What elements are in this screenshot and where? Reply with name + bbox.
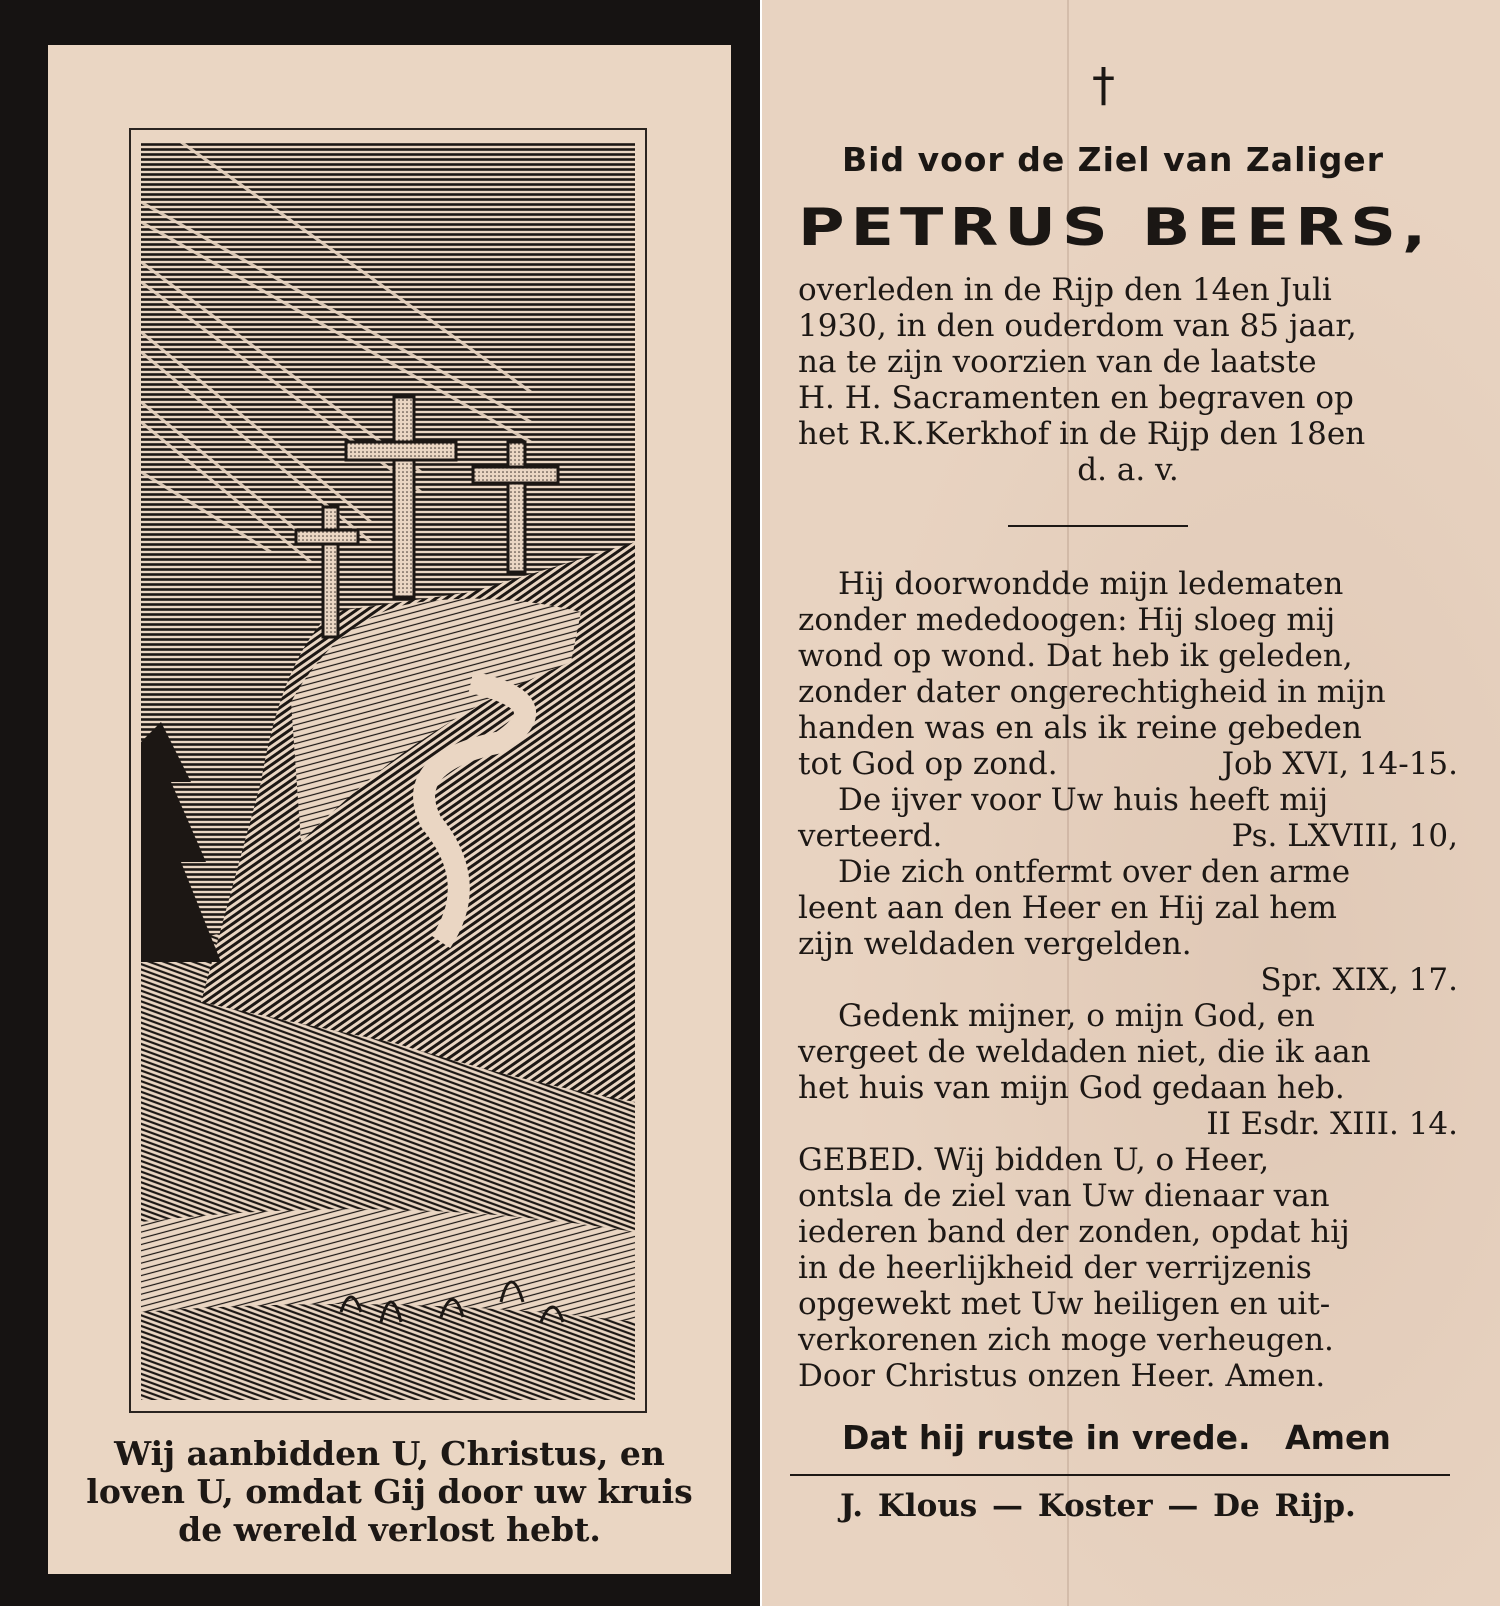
deceased-name: PETRUS BEERS, (798, 198, 1433, 258)
verse-line: zijn weldaden vergelden. (798, 926, 1192, 962)
obituary-line: het R.K.Kerkhof in de Rijp den 18en (798, 416, 1366, 452)
obituary-text (798, 272, 1458, 488)
verse-line: wond op wond. Dat heb ik geleden, (798, 638, 1353, 674)
verse-line: leent aan den Heer en Hij zal hem (798, 890, 1337, 926)
front-caption (48, 1435, 731, 1549)
illustration-frame (129, 128, 647, 1413)
prayer-line: opgewekt met Uw heiligen en uit- (798, 1286, 1331, 1322)
verse-reference: Spr. XIX, 17. (1260, 962, 1458, 998)
verse-reference: Ps. LXVIII, 10, (1231, 818, 1458, 854)
obituary-line: na te zijn voorzien van de laatste (798, 344, 1317, 380)
prayer-line: Door Christus onzen Heer. Amen. (798, 1358, 1326, 1394)
verse-line: zonder mededoogen: Hij sloeg mij (798, 602, 1336, 638)
prayer-line: iederen band der zonden, opdat hij (798, 1214, 1350, 1250)
verse-text: tot God op zond. (798, 746, 1058, 782)
verse-line: Hij doorwondde mijn ledematen (838, 566, 1344, 602)
verses-text (798, 566, 1458, 1394)
obituary-line: d. a. v. (1077, 452, 1179, 488)
caption-line: de wereld verlost hebt. (178, 1510, 601, 1549)
verse-line: zonder dater ongerechtigheid in mijn (798, 674, 1386, 710)
prayer-heading: Bid voor de Ziel van Zaliger (842, 140, 1384, 179)
verse-reference: II Esdr. XIII. 14. (1206, 1106, 1458, 1142)
prayer-line: verkorenen zich moge verheugen. (798, 1322, 1334, 1358)
calvary-illustration (141, 142, 635, 1400)
prayer-line: ontsla de ziel van Uw dienaar van (798, 1178, 1330, 1214)
caption-line: loven U, omdat Gij door uw kruis (86, 1472, 693, 1511)
verse-text: verteerd. (798, 818, 943, 854)
verse-reference: Job XVI, 14-15. (1221, 746, 1458, 782)
memorial-card-back (762, 0, 1500, 1606)
cross-icon: † (1092, 58, 1115, 112)
verse-line: het huis van mijn God gedaan heb. (798, 1070, 1345, 1106)
prayer-line: GEBED. Wij bidden U, o Heer, (798, 1142, 1270, 1178)
card-front-paper (48, 45, 731, 1574)
verse-line: vergeet de weldaden niet, die ik aan (798, 1034, 1371, 1070)
verse-line: Gedenk mijner, o mijn God, en (838, 998, 1315, 1034)
caption-line: Wij aanbidden U, Christus, en (114, 1434, 665, 1473)
section-divider (1008, 525, 1188, 527)
verse-line-with-ref (798, 818, 1458, 854)
obituary-line: 1930, in den ouderdom van 85 jaar, (798, 308, 1357, 344)
verse-line-with-ref (798, 746, 1458, 782)
footer-divider (790, 1474, 1450, 1476)
closing-line: Dat hij ruste in vrede. Amen (842, 1418, 1391, 1457)
verse-line: handen was en als ik reine gebeden (798, 710, 1362, 746)
printer-credit: J. Klous — Koster — De Rijp. (840, 1488, 1356, 1524)
prayer-line: in de heerlijkheid der verrijzenis (798, 1250, 1312, 1286)
obituary-line: H. H. Sacramenten en begraven op (798, 380, 1354, 416)
obituary-line: overleden in de Rijp den 14en Juli (798, 272, 1332, 308)
verse-line: Die zich ontfermt over den arme (838, 854, 1351, 890)
verse-line: De ijver voor Uw huis heeft mij (838, 782, 1329, 818)
